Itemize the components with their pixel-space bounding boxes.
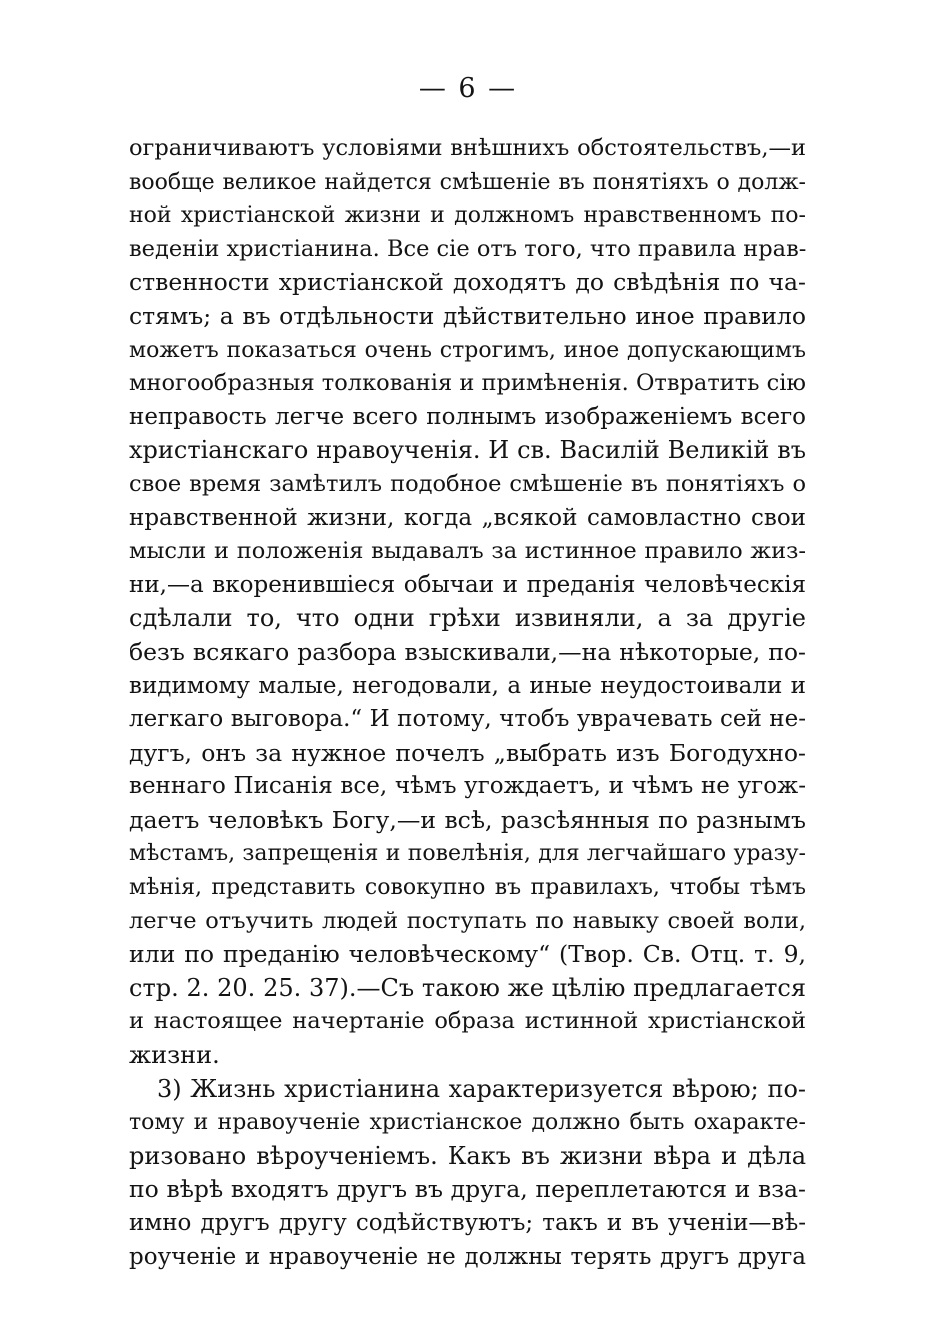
text-line: 3) Жизнь христіанина характеризуется вѣрою; по- <box>157 1074 806 1103</box>
text-line: можетъ показаться очень строгимъ, иное допускающимъ <box>129 337 806 363</box>
text-line: видимому малые, негодовали, а иные неудостоивали и <box>129 672 806 699</box>
text-line: легче отъучить людей поступать по навыку своей воли, <box>129 907 806 934</box>
text-line: стр. 2. 20. 25. 37).—Съ такою же цѣлію предлагается <box>129 973 806 1002</box>
text-line: вообще великое найдется смѣшеніе въ понятіяхъ о долж- <box>129 169 806 195</box>
text-line: тому и нравоученіе христіанское должно быть охаракте- <box>129 1110 806 1136</box>
text-line: мѣнія, представить совокупно въ правилахъ, чтобы тѣмъ <box>129 875 806 901</box>
text-line: веденіи христіанина. Все сіе отъ того, что правила нрав- <box>129 235 806 262</box>
text-line: дугъ, онъ за нужное почелъ „выбрать изъ Богодухно- <box>129 738 806 767</box>
text-line: роученіе и нравоученіе не должны терять другъ друга <box>129 1243 806 1270</box>
page-number: — 6 — <box>418 73 518 104</box>
text-line: ни,—а вкоренившіеся обычаи и преданія человѣческія <box>129 571 806 598</box>
text-line: стямъ; а въ отдѣльности дѣйствительно иное правило <box>129 301 806 330</box>
paragraph-2 <box>129 1073 806 1275</box>
paragraph-1 <box>129 132 806 1073</box>
text-line: христіанскаго нравоученія. И св. Василій Великій въ <box>129 436 806 465</box>
text-line: имно другъ другу содѣйствуютъ; такъ и въ ученіи—вѣ- <box>129 1210 806 1236</box>
text-line: безъ всякаго разбора взыскивали,—на нѣкоторые, по- <box>129 637 806 666</box>
text-line: веннаго Писанія все, чѣмъ угождаетъ, и чѣмъ не угож- <box>129 773 806 800</box>
body-text <box>129 132 806 1274</box>
text-line: мысли и положенія выдавалъ за истинное правило жиз- <box>129 538 806 565</box>
text-line: нравственной жизни, когда „всякой самовластно свои <box>129 504 806 531</box>
text-line: ственности христіанской доходятъ до свѣдѣнія по ча- <box>129 268 806 297</box>
text-line: по вѣрѣ входятъ другъ въ друга, переплетаются и вза- <box>129 1175 806 1204</box>
text-line: легкаго выговора.“ И потому, чтобъ уврачевать сей не- <box>129 706 806 733</box>
text-line: мѣстамъ, запрещенія и повелѣнія, для легчайшаго уразу- <box>129 841 806 867</box>
text-line: ограничиваютъ условіями внѣшнихъ обстоятельствъ,—и <box>129 135 806 161</box>
text-line: неправость легче всего полнымъ изображеніемъ всего <box>129 403 806 430</box>
text-line: или по преданію человѣческому“ (Твор. Св. Отц. т. 9, <box>129 940 806 969</box>
text-line: свое время замѣтилъ подобное смѣшеніе въ понятіяхъ о <box>129 470 806 497</box>
text-line: сдѣлали то, что одни грѣхи извиняли, а за другіе <box>129 604 806 633</box>
text-line: и настоящее начертаніе образа истинной христіанской <box>129 1008 806 1035</box>
text-line: жизни. <box>129 1041 220 1070</box>
text-line: многообразныя толкованія и примѣненія. Отвратить сію <box>129 370 806 397</box>
text-line: ной христіанской жизни и должномъ нравственномъ по- <box>129 203 806 229</box>
text-line: ризовано вѣроученіемъ. Какъ въ жизни вѣра и дѣла <box>129 1141 806 1170</box>
text-line: даетъ человѣкъ Богу,—и всѣ, разсѣянныя по разнымъ <box>129 805 806 834</box>
